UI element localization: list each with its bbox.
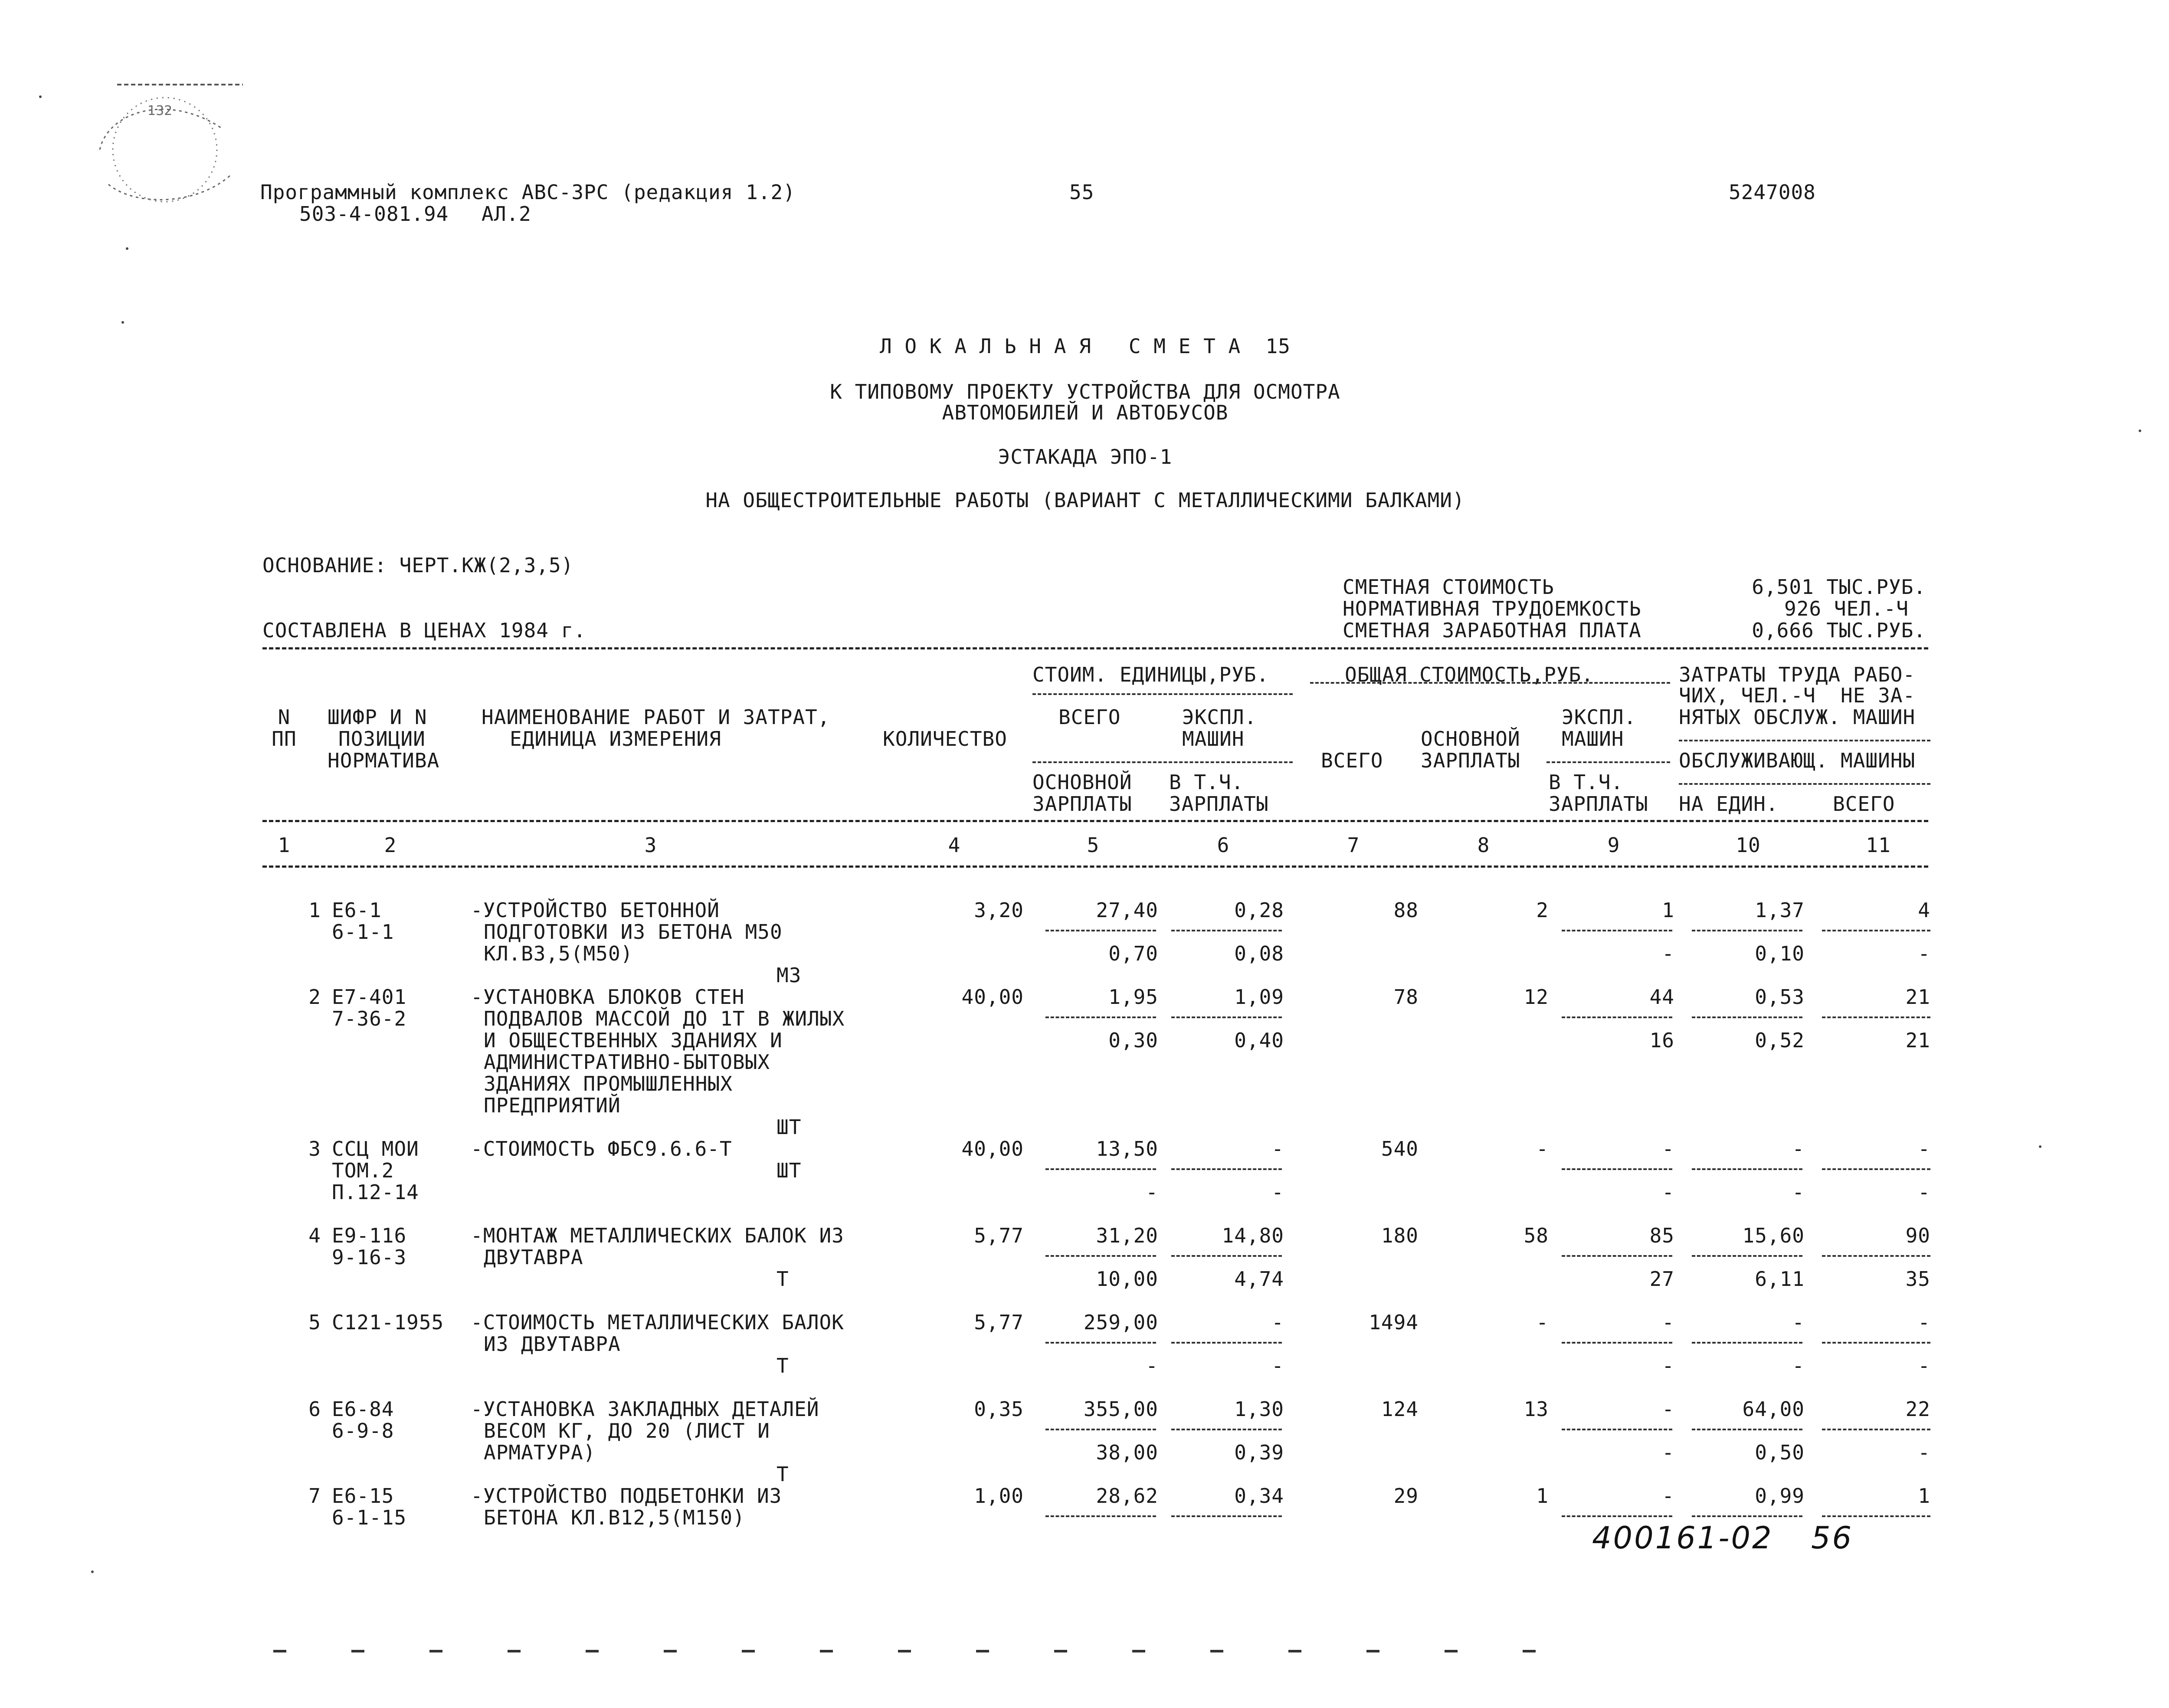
dash-mark <box>508 1650 521 1652</box>
row-unit-expl-wage: 0,08 <box>1234 942 1284 965</box>
row-total-cost: 29 <box>1393 1484 1419 1508</box>
row-total-wage: 58 <box>1524 1224 1549 1247</box>
cell-divider <box>1822 1016 1930 1018</box>
dash-mark <box>742 1650 755 1652</box>
dash-mark <box>1210 1650 1223 1652</box>
row-labor-unit: - <box>1792 1137 1805 1161</box>
row-total-cost: 124 <box>1381 1397 1419 1421</box>
cell-divider <box>1562 1429 1672 1430</box>
column-number: 4 <box>948 833 961 857</box>
cell-divider <box>1692 930 1802 931</box>
column-numbers-rule <box>262 865 1928 868</box>
cell-divider <box>1171 1255 1282 1257</box>
row-total-expl-wage: - <box>1662 1441 1674 1464</box>
header-labor-2: ЧИХ, ЧЕЛ.-Ч НЕ ЗА- <box>1679 684 1916 707</box>
row-unit-wage: 38,00 <box>1096 1441 1158 1464</box>
row-unit-expl: 1,09 <box>1234 985 1284 1009</box>
object-name: ЭСТАКАДА ЭПО-1 <box>998 445 1173 469</box>
header-total-total: ВСЕГО <box>1321 749 1383 772</box>
row-total-wage: 2 <box>1536 898 1549 922</box>
cell-divider <box>1692 1168 1802 1170</box>
header-code-2: ПОЗИЦИИ <box>338 727 426 751</box>
row-total-expl: - <box>1662 1137 1674 1161</box>
row-labor-unit-2: 0,10 <box>1755 942 1805 965</box>
page-number: 55 <box>1069 180 1094 204</box>
row-code: Е7-401 <box>332 985 407 1009</box>
cell-divider <box>1822 1515 1930 1517</box>
row-unit-cost: 13,50 <box>1096 1137 1158 1161</box>
row-labor-total: 4 <box>1918 898 1930 922</box>
dash-mark <box>1445 1650 1458 1652</box>
row-labor-unit: 64,00 <box>1742 1397 1805 1421</box>
header-unit-mash: МАШИН <box>1182 727 1245 751</box>
header-pp: ПП <box>272 727 297 751</box>
row-name: -УСТАНОВКА БЛОКОВ СТЕН <box>471 985 745 1009</box>
header-unit-vtch-zarp: ЗАРПЛАТЫ <box>1169 792 1269 816</box>
row-unit: Т <box>777 1354 789 1377</box>
cell-divider <box>1045 1429 1156 1430</box>
row-total-cost: 180 <box>1381 1224 1419 1247</box>
header-total-osn: ОСНОВНОЙ <box>1421 727 1520 751</box>
dash-mark <box>273 1650 286 1652</box>
cell-divider <box>1562 1168 1672 1170</box>
cell-divider <box>1562 1016 1672 1018</box>
header-labor-4: ОБСЛУЖИВАЮЩ. МАШИНЫ <box>1679 749 1916 772</box>
row-name: -УСТАНОВКА ЗАКЛАДНЫХ ДЕТАЛЕЙ <box>471 1397 819 1421</box>
header-total-expl: ЭКСПЛ. <box>1562 705 1637 729</box>
row-quantity: 40,00 <box>961 985 1024 1009</box>
cell-divider <box>1692 1255 1802 1257</box>
header-quantity: КОЛИЧЕСТВО <box>883 727 1007 751</box>
cell-divider <box>1171 1429 1282 1430</box>
column-number: 7 <box>1347 833 1360 857</box>
header-total-vtch: В Т.Ч. <box>1549 770 1624 794</box>
row-total-wage: 1 <box>1536 1484 1549 1508</box>
title-line-2: АВТОМОБИЛЕЙ И АВТОБУСОВ <box>942 401 1229 424</box>
row-labor-unit-2: - <box>1792 1180 1805 1204</box>
dash-mark <box>1523 1650 1536 1652</box>
row-total-cost: 78 <box>1393 985 1419 1009</box>
dash-mark <box>664 1650 677 1652</box>
row-name: ИЗ ДВУТАВРА <box>484 1332 621 1356</box>
row-total-expl-wage: - <box>1662 1180 1674 1204</box>
row-labor-total-2: - <box>1918 1180 1930 1204</box>
row-total-expl: - <box>1662 1484 1674 1508</box>
dash-mark <box>1054 1650 1067 1652</box>
cell-divider <box>1822 1168 1930 1170</box>
summary-wage-label: СМЕТНАЯ ЗАРАБОТНАЯ ПЛАТА <box>1343 619 1641 642</box>
row-total-wage: - <box>1536 1137 1549 1161</box>
row-labor-total: 90 <box>1905 1224 1930 1247</box>
row-total-cost: 88 <box>1393 898 1419 922</box>
album-label: АЛ.2 <box>482 202 531 226</box>
scan-speck <box>121 321 124 324</box>
cell-divider <box>1171 1016 1282 1018</box>
row-unit-expl: 14,80 <box>1222 1224 1284 1247</box>
row-labor-unit-2: 6,11 <box>1755 1267 1805 1291</box>
header-n: N <box>278 705 291 729</box>
row-unit-expl: 1,30 <box>1234 1397 1284 1421</box>
row-unit: ШТ <box>777 1159 802 1182</box>
row-code: Е6-15 <box>332 1484 394 1508</box>
svg-text:132: 132 <box>147 103 173 118</box>
header-labor-3: НЯТЫХ ОБСЛУЖ. МАШИН <box>1679 705 1916 729</box>
cell-divider <box>1692 1429 1802 1430</box>
column-number: 11 <box>1866 833 1891 857</box>
document-id: 5247008 <box>1729 180 1816 204</box>
row-name: -СТОИМОСТЬ МЕТАЛЛИЧЕСКИХ БАЛОК <box>471 1311 844 1334</box>
header-unit-vtch: В Т.Ч. <box>1169 770 1244 794</box>
row-labor-unit-2: 0,50 <box>1755 1441 1805 1464</box>
cell-divider <box>1171 930 1282 931</box>
header-name-1: НАИМЕНОВАНИЕ РАБОТ И ЗАТРАТ, <box>482 705 830 729</box>
header-unit-total: ВСЕГО <box>1058 705 1121 729</box>
column-number: 6 <box>1217 833 1230 857</box>
dash-mark <box>1288 1650 1301 1652</box>
row-unit-expl: - <box>1271 1311 1284 1334</box>
header-total-vtch-zarp: ЗАРПЛАТЫ <box>1549 792 1648 816</box>
cell-divider <box>1822 1342 1930 1344</box>
row-unit-expl-wage: - <box>1271 1354 1284 1377</box>
row-labor-total-2: - <box>1918 1354 1930 1377</box>
row-unit-cost: 1,95 <box>1108 985 1158 1009</box>
prices-basis: СОСТАВЛЕНА В ЦЕНАХ 1984 г. <box>262 619 586 642</box>
cell-divider <box>1045 1255 1156 1257</box>
handwritten-page: 56 <box>1811 1520 1854 1556</box>
row-total-expl-wage: - <box>1662 1354 1674 1377</box>
row-name: ПОДВАЛОВ МАССОЙ ДО 1Т В ЖИЛЫХ <box>484 1007 845 1030</box>
header-subrule <box>1679 740 1930 741</box>
row-quantity: 5,77 <box>974 1311 1024 1334</box>
scan-speck <box>91 1570 94 1573</box>
cell-divider <box>1045 1168 1156 1170</box>
dash-mark <box>1366 1650 1379 1652</box>
header-subrule <box>1679 783 1930 785</box>
row-total-cost: 1494 <box>1369 1311 1419 1334</box>
header-unit-expl: ЭКСПЛ. <box>1182 705 1257 729</box>
row-total-expl-wage: 27 <box>1649 1267 1674 1291</box>
row-quantity: 3,20 <box>974 898 1024 922</box>
row-unit-cost: 28,62 <box>1096 1484 1158 1508</box>
row-name: -УСТРОЙСТВО БЕТОННОЙ <box>471 898 720 922</box>
table-top-rule <box>262 647 1928 649</box>
dash-mark <box>429 1650 442 1652</box>
dash-mark <box>586 1650 599 1652</box>
row-name: И ОБЩЕСТВЕННЫХ ЗДАНИЯХ И <box>484 1029 783 1052</box>
row-labor-total-2: - <box>1918 1441 1930 1464</box>
cell-divider <box>1562 1255 1672 1257</box>
cell-divider <box>1562 1342 1672 1344</box>
cell-divider <box>1171 1515 1282 1517</box>
row-unit-cost: 355,00 <box>1083 1397 1158 1421</box>
works-description: НА ОБЩЕСТРОИТЕЛЬНЫЕ РАБОТЫ (ВАРИАНТ С МЕТАЛЛИЧЕСКИМИ БАЛКАМИ) <box>705 488 1465 512</box>
row-unit: М3 <box>777 964 802 987</box>
cell-divider <box>1045 1016 1156 1018</box>
row-unit-expl-wage: 4,74 <box>1234 1267 1284 1291</box>
row-total-wage: 13 <box>1524 1397 1549 1421</box>
row-number: 6 <box>308 1397 321 1421</box>
header-labor-1: ЗАТРАТЫ ТРУДА РАБО- <box>1679 663 1916 686</box>
row-name: АДМИНИСТРАТИВНО-БЫТОВЫХ <box>484 1050 770 1074</box>
row-unit-cost: 31,20 <box>1096 1224 1158 1247</box>
column-number: 5 <box>1087 833 1100 857</box>
cell-divider <box>1822 930 1930 931</box>
row-unit-expl-wage: 0,39 <box>1234 1441 1284 1464</box>
row-unit-wage: 10,00 <box>1096 1267 1158 1291</box>
row-number: 1 <box>308 898 321 922</box>
header-unit-zarp: ЗАРПЛАТЫ <box>1032 792 1132 816</box>
header-labor-total: ВСЕГО <box>1833 792 1895 816</box>
column-number: 3 <box>644 833 657 857</box>
row-code: 6-1-15 <box>332 1506 407 1529</box>
header-bottom-rule <box>262 820 1928 822</box>
header-code-3: НОРМАТИВА <box>328 749 440 772</box>
row-labor-unit: 15,60 <box>1742 1224 1805 1247</box>
row-total-expl-wage: - <box>1662 942 1674 965</box>
row-labor-unit: 0,53 <box>1755 985 1805 1009</box>
row-labor-unit-2: - <box>1792 1354 1805 1377</box>
row-unit-cost: 259,00 <box>1083 1311 1158 1334</box>
row-name: -УСТРОЙСТВО ПОДБЕТОНКИ ИЗ <box>471 1484 782 1508</box>
program-name: Программный комплекс АВС-3РС (редакция 1.2) <box>260 180 796 204</box>
row-code: С121-1955 <box>332 1311 444 1334</box>
row-name: ДВУТАВРА <box>484 1246 583 1269</box>
scan-speck <box>2139 429 2141 432</box>
basis: ОСНОВАНИЕ: ЧЕРТ.КЖ(2,3,5) <box>262 554 574 577</box>
row-name: ЗДАНИЯХ ПРОМЫШЛЕННЫХ <box>484 1072 733 1095</box>
archive-stamp <box>82 76 247 219</box>
cell-divider <box>1045 1342 1156 1344</box>
cell-divider <box>1171 1342 1282 1344</box>
header-subrule <box>1032 761 1293 763</box>
header-subrule <box>1310 682 1670 684</box>
header-total-zarp: ЗАРПЛАТЫ <box>1421 749 1520 772</box>
row-unit: Т <box>777 1462 789 1486</box>
cell-divider <box>1692 1016 1802 1018</box>
column-number: 8 <box>1477 833 1490 857</box>
row-labor-total-2: 35 <box>1905 1267 1930 1291</box>
row-labor-total-2: 21 <box>1905 1029 1930 1052</box>
scan-speck <box>126 247 128 250</box>
row-unit-wage: - <box>1146 1180 1158 1204</box>
row-code: ССЦ МОИ <box>332 1137 419 1161</box>
dash-mark <box>820 1650 833 1652</box>
row-unit-wage: 0,30 <box>1108 1029 1158 1052</box>
header-unit-cost: СТОИМ. ЕДИНИЦЫ,РУБ. <box>1032 663 1269 686</box>
row-code: Е9-116 <box>332 1224 407 1247</box>
column-number: 2 <box>384 833 397 857</box>
row-quantity: 1,00 <box>974 1484 1024 1508</box>
row-quantity: 40,00 <box>961 1137 1024 1161</box>
summary-labor-value: 926 ЧЕЛ.-Ч <box>1784 597 1909 620</box>
header-labor-per-unit: НА ЕДИН. <box>1679 792 1779 816</box>
dash-mark <box>351 1650 364 1652</box>
row-unit-expl-wage: - <box>1271 1180 1284 1204</box>
row-unit-wage: - <box>1146 1354 1158 1377</box>
row-code: Е6-84 <box>332 1397 394 1421</box>
header-code-1: ШИФР И N <box>328 705 427 729</box>
row-quantity: 0,35 <box>974 1397 1024 1421</box>
row-total-wage: - <box>1536 1311 1549 1334</box>
row-number: 5 <box>308 1311 321 1334</box>
summary-labor-label: НОРМАТИВНАЯ ТРУДОЕМКОСТЬ <box>1343 597 1641 620</box>
project-code: 503-4-081.94 <box>299 202 449 226</box>
row-unit-expl: 0,28 <box>1234 898 1284 922</box>
row-labor-total: - <box>1918 1137 1930 1161</box>
row-labor-unit: 1,37 <box>1755 898 1805 922</box>
row-total-expl: 44 <box>1649 985 1674 1009</box>
row-total-cost: 540 <box>1381 1137 1419 1161</box>
row-labor-unit: 0,99 <box>1755 1484 1805 1508</box>
title-line-1: К ТИПОВОМУ ПРОЕКТУ УСТРОЙСТВА ДЛЯ ОСМОТРА <box>830 380 1340 403</box>
row-total-expl: 1 <box>1662 898 1674 922</box>
row-unit: Т <box>777 1267 789 1291</box>
row-unit-cost: 27,40 <box>1096 898 1158 922</box>
row-name: -СТОИМОСТЬ ФБС9.6.6-Т <box>471 1137 732 1161</box>
column-number: 1 <box>278 833 291 857</box>
row-number: 2 <box>308 985 321 1009</box>
row-labor-total: - <box>1918 1311 1930 1334</box>
row-code: 9-16-3 <box>332 1246 407 1269</box>
row-number: 3 <box>308 1137 321 1161</box>
row-unit-wage: 0,70 <box>1108 942 1158 965</box>
row-total-expl: 85 <box>1649 1224 1674 1247</box>
row-labor-unit: - <box>1792 1311 1805 1334</box>
row-total-expl: - <box>1662 1311 1674 1334</box>
scan-speck <box>39 95 42 98</box>
cell-divider <box>1045 930 1156 931</box>
row-unit: ШТ <box>777 1115 802 1139</box>
scan-speck <box>2039 1145 2041 1148</box>
summary-wage-value: 0,666 ТЫС.РУБ. <box>1752 619 1926 642</box>
row-total-expl-wage: 16 <box>1649 1029 1674 1052</box>
dash-mark <box>1132 1650 1145 1652</box>
row-total-wage: 12 <box>1524 985 1549 1009</box>
row-unit-expl: - <box>1271 1137 1284 1161</box>
header-unit-osn: ОСНОВНОЙ <box>1032 770 1132 794</box>
header-total-mash: МАШИН <box>1562 727 1624 751</box>
row-name: ПОДГОТОВКИ ИЗ БЕТОНА М50 <box>484 920 783 944</box>
row-code: 6-1-1 <box>332 920 394 944</box>
row-unit-expl-wage: 0,40 <box>1234 1029 1284 1052</box>
summary-cost-value: 6,501 ТЫС.РУБ. <box>1752 575 1926 599</box>
cell-divider <box>1562 1515 1672 1517</box>
cell-divider <box>1045 1515 1156 1517</box>
row-labor-total-2: - <box>1918 942 1930 965</box>
row-number: 7 <box>308 1484 321 1508</box>
row-labor-total: 22 <box>1905 1397 1930 1421</box>
row-code: Е6-1 <box>332 898 382 922</box>
header-name-2: ЕДИНИЦА ИЗМЕРЕНИЯ <box>510 727 721 751</box>
row-code: 7-36-2 <box>332 1007 407 1030</box>
cell-divider <box>1692 1342 1802 1344</box>
row-name: АРМАТУРА) <box>484 1441 596 1464</box>
row-name: ВЕСОМ КГ, ДО 20 (ЛИСТ И <box>484 1419 770 1442</box>
cell-divider <box>1562 930 1672 931</box>
row-total-expl: - <box>1662 1397 1674 1421</box>
cell-divider <box>1692 1515 1802 1517</box>
document-title: Л О К А Л Ь Н А Я С М Е Т А 15 <box>880 334 1291 358</box>
row-code: ТОМ.2 <box>332 1159 394 1182</box>
dash-mark <box>976 1650 989 1652</box>
row-labor-unit-2: 0,52 <box>1755 1029 1805 1052</box>
row-unit-expl: 0,34 <box>1234 1484 1284 1508</box>
header-total-cost: ОБЩАЯ СТОИМОСТЬ,РУБ. <box>1345 663 1594 686</box>
row-number: 4 <box>308 1224 321 1247</box>
summary-cost-label: СМЕТНАЯ СТОИМОСТЬ <box>1343 575 1554 599</box>
row-quantity: 5,77 <box>974 1224 1024 1247</box>
row-name: -МОНТАЖ МЕТАЛЛИЧЕСКИХ БАЛОК ИЗ <box>471 1224 844 1247</box>
cell-divider <box>1822 1255 1930 1257</box>
row-code: 6-9-8 <box>332 1419 394 1442</box>
cell-divider <box>1171 1168 1282 1170</box>
row-name: БЕТОНА КЛ.В12,5(М150) <box>484 1506 745 1529</box>
header-subrule <box>1032 693 1293 695</box>
cell-divider <box>1822 1429 1930 1430</box>
row-labor-total: 1 <box>1918 1484 1930 1508</box>
row-name: ПРЕДПРИЯТИЙ <box>484 1094 621 1117</box>
column-number: 9 <box>1607 833 1620 857</box>
row-code: П.12-14 <box>332 1180 419 1204</box>
dash-mark <box>898 1650 911 1652</box>
row-name: КЛ.В3,5(М50) <box>484 942 633 965</box>
handwritten-code: 400161-02 <box>1592 1520 1773 1556</box>
header-subrule <box>1546 761 1670 763</box>
column-number: 10 <box>1736 833 1761 857</box>
row-labor-total: 21 <box>1905 985 1930 1009</box>
